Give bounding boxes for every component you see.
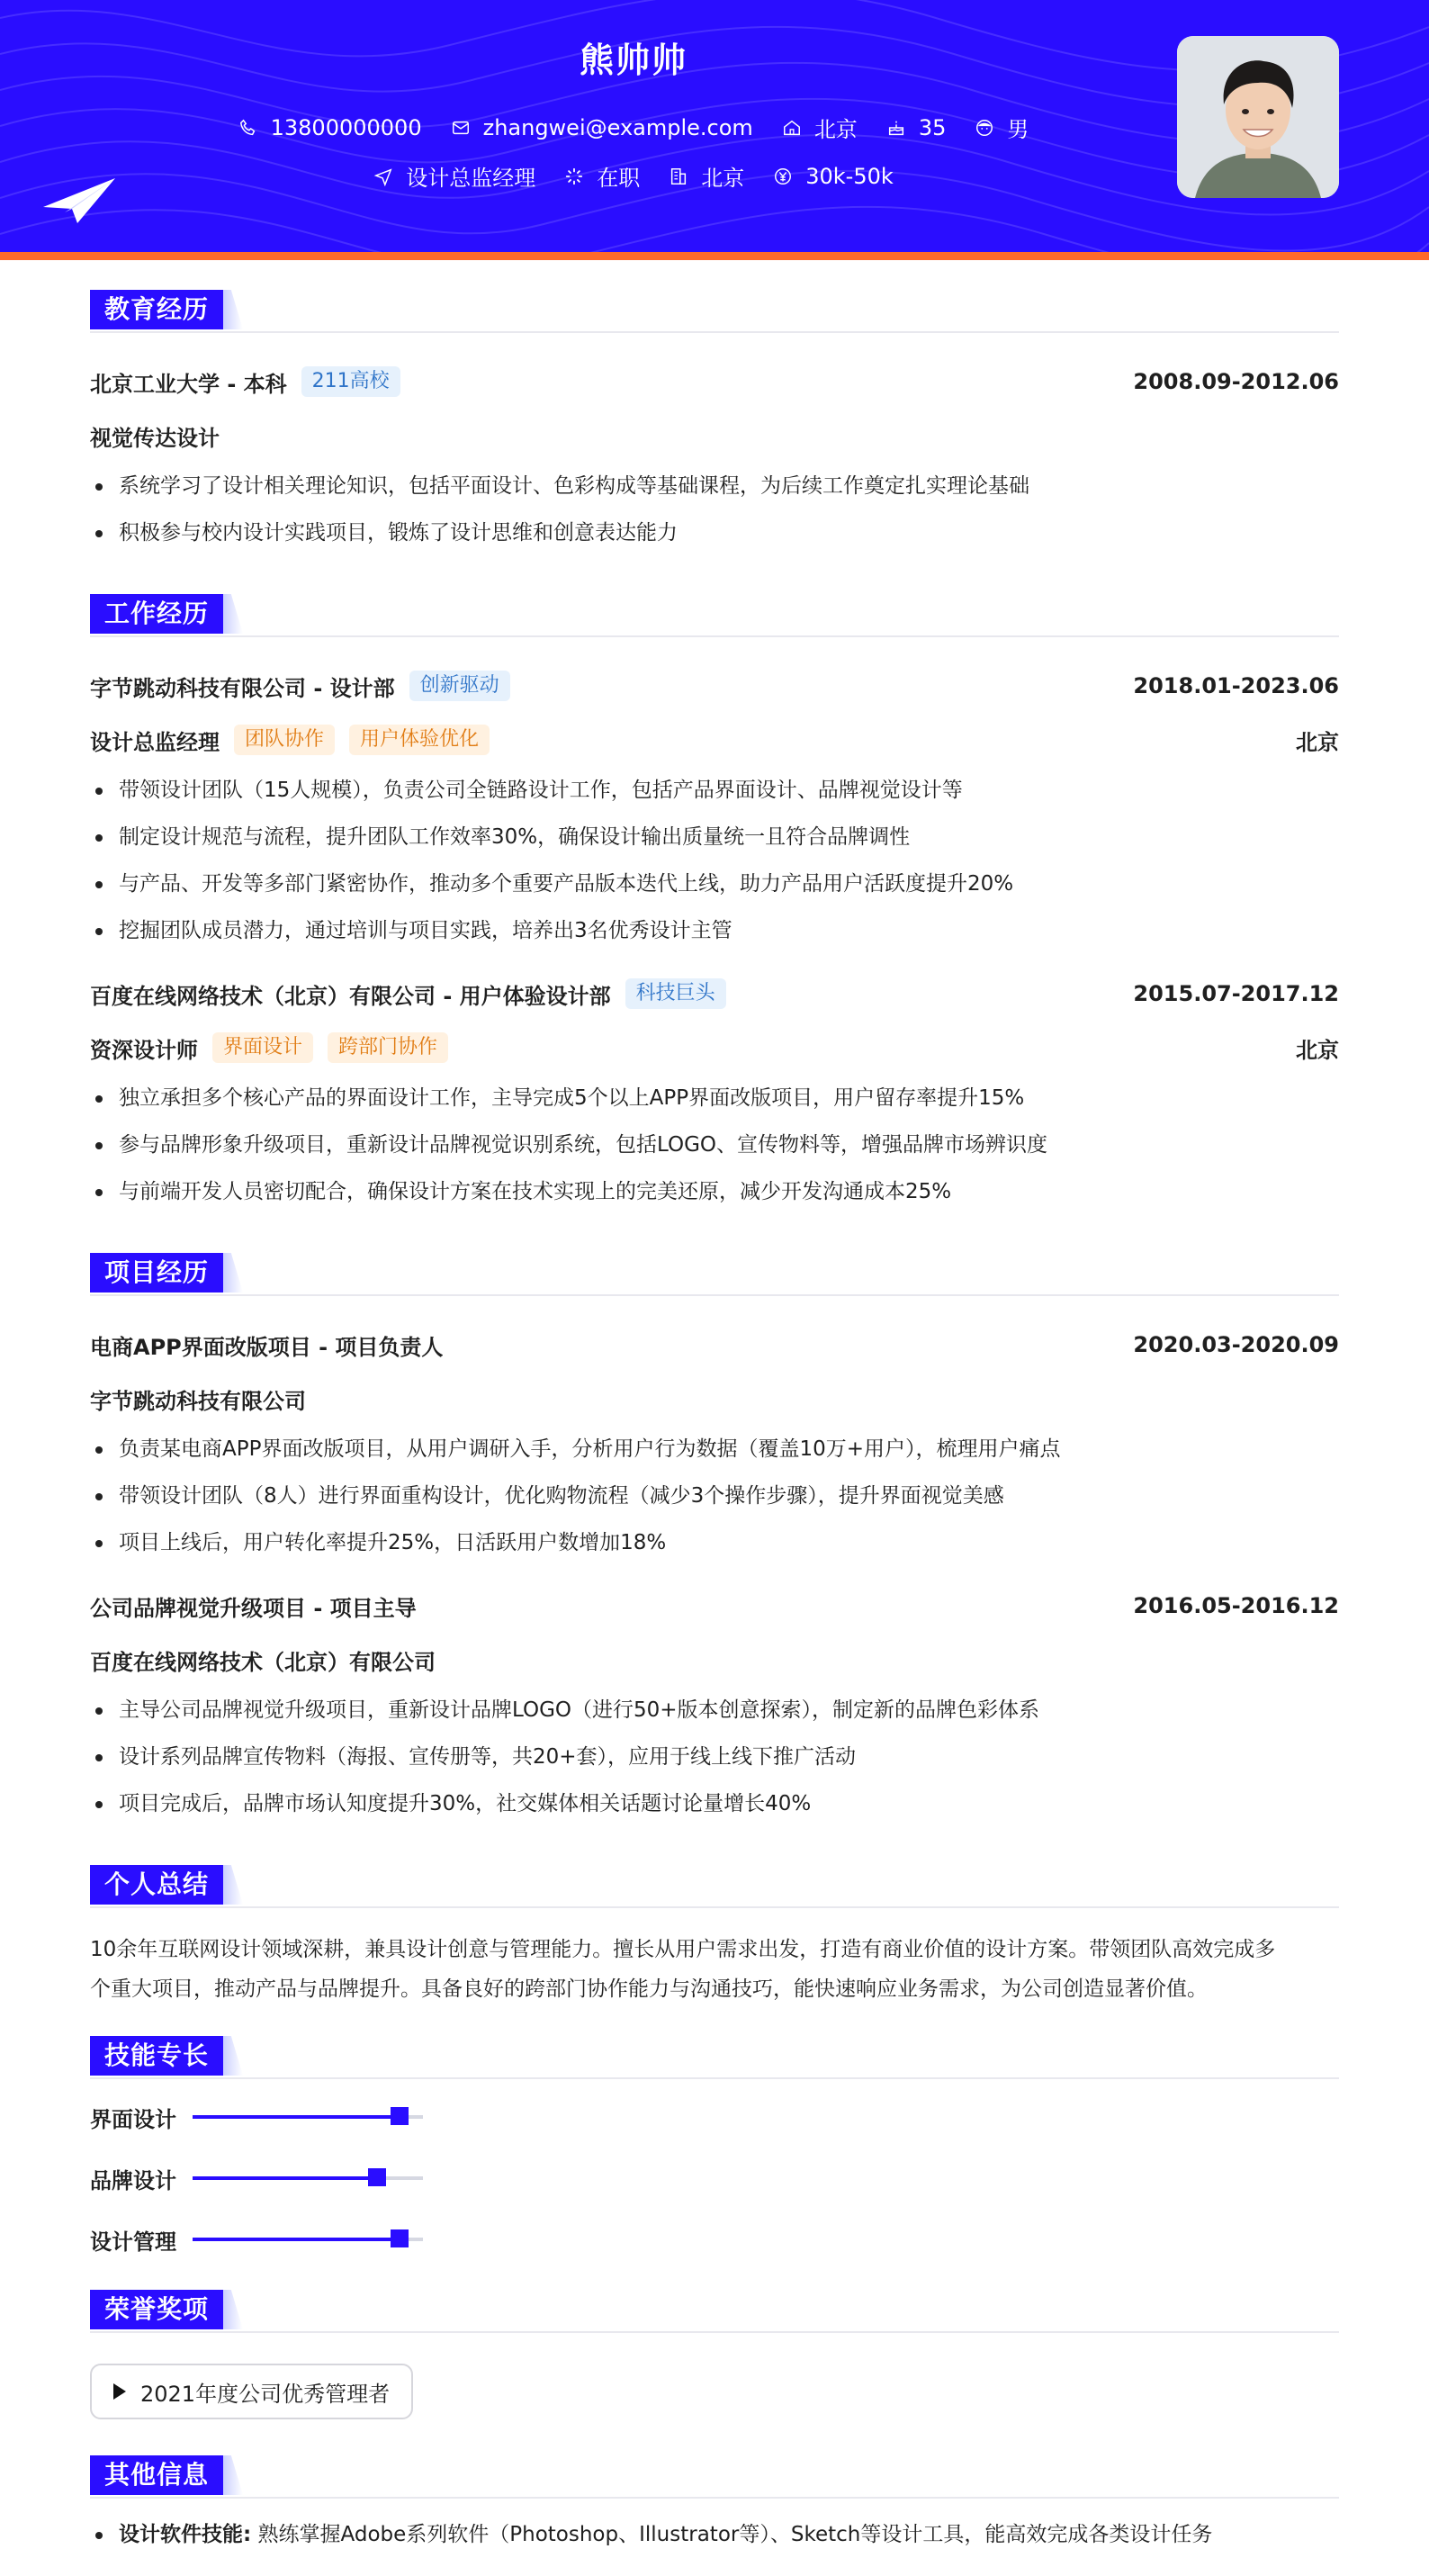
list-item: 系统学习了设计相关理论知识，包括平面设计、色彩构成等基础课程，为后续工作奠定扎实理论基础: [90, 463, 1339, 509]
list-item: 与前端开发人员密切配合，确保设计方案在技术实现上的完美还原，减少开发沟通成本25%: [90, 1168, 1339, 1215]
work-city-item: [669, 160, 744, 192]
section-header: [90, 290, 1339, 333]
other-bullets: [90, 2511, 1339, 2558]
skill-item: [90, 2086, 725, 2148]
home-icon: [782, 118, 802, 138]
play-triangle-icon: [113, 2383, 126, 2400]
role-tag: 界面设计: [212, 1032, 313, 1063]
section-header: [90, 1865, 1339, 1908]
award-item: [90, 2364, 413, 2419]
education-bullets: [90, 463, 1339, 556]
role-tag: 团队协作: [234, 725, 335, 755]
company-tag: 科技巨头: [625, 978, 726, 1009]
list-item: 设计系列品牌宣传物料（海报、宣传册等，共20+套），应用于线上线下推广活动: [90, 1734, 1339, 1780]
job-header-row: [90, 967, 1339, 1021]
job-role-row: [90, 1021, 1339, 1075]
project-company: 字节跳动科技有限公司: [90, 1388, 306, 1414]
cake-icon: [886, 118, 906, 138]
section-title: 项目经历: [90, 1253, 223, 1293]
salary-text: 30k-50k: [805, 163, 894, 189]
list-item: 项目完成后，品牌市场认知度提升30%，社交媒体相关话题讨论量增长40%: [90, 1780, 1339, 1827]
profile-photo: [1177, 36, 1339, 198]
list-item: 带领设计团队（8人）进行界面重构设计，优化购物流程（减少3个操作步骤），提升界面视觉美感: [90, 1473, 1339, 1519]
work-city-text: 北京: [701, 166, 745, 191]
resume-body: [90, 290, 1339, 2558]
status-item: [564, 160, 640, 192]
home-city-text: 北京: [813, 117, 858, 142]
role-tag: 用户体验优化: [349, 725, 490, 755]
loading-icon: [564, 167, 584, 186]
skill-level-bar: [193, 2238, 423, 2241]
status-text: 在职: [597, 166, 641, 191]
section-title: 荣誉奖项: [90, 2290, 223, 2329]
other-section: [90, 2455, 1339, 2558]
skill-level-bar: [193, 2115, 423, 2119]
header-accent-strip: [0, 252, 1429, 260]
candidate-name: 熊帅帅: [579, 41, 688, 80]
position-item: [373, 160, 535, 192]
age-item: [886, 115, 947, 140]
list-item: 制定设计规范与流程，提升团队工作效率30%，确保设计输出质量统一且符合品牌调性: [90, 814, 1339, 860]
age-text: 35: [918, 114, 947, 140]
major-row: [90, 409, 1339, 463]
job-city: 北京: [1296, 729, 1339, 755]
education-section: [90, 290, 1339, 556]
section-header: [90, 594, 1339, 637]
job-company: 百度在线网络技术（北京）有限公司 - 用户体验设计部: [90, 983, 611, 1009]
section-header: [90, 2036, 1339, 2079]
email-item: [451, 115, 753, 140]
education-row: [90, 355, 1339, 409]
job-role-row: [90, 713, 1339, 767]
send-icon: [373, 167, 393, 186]
paper-plane-icon: [41, 176, 117, 227]
job-bullets: [90, 767, 1339, 954]
email-text: zhangwei@example.com: [482, 114, 753, 140]
school-tag: 211高校: [301, 366, 400, 397]
mail-icon: [451, 118, 471, 138]
section-header: [90, 2290, 1339, 2333]
skill-level-marker: [368, 2168, 386, 2186]
job-bullets: [90, 1075, 1339, 1215]
gender-item: [975, 112, 1029, 143]
yen-coin-icon: [773, 167, 793, 186]
skill-name: 界面设计: [90, 2106, 176, 2132]
job-intent-row: [0, 160, 1267, 192]
phone-item: [238, 115, 422, 140]
list-item: 带领设计团队（15人规模），负责公司全链路设计工作，包括产品界面设计、品牌视觉设计等: [90, 767, 1339, 814]
skill-level-marker: [391, 2229, 409, 2247]
list-item: [90, 2511, 1339, 2558]
project-name: 公司品牌视觉升级项目 - 项目主导: [90, 1595, 417, 1621]
list-item: 项目上线后，用户转化率提升25%，日活跃用户数增加18%: [90, 1519, 1339, 1566]
job-dates: 2015.07-2017.12: [1133, 981, 1339, 1006]
skill-item: [90, 2209, 725, 2270]
skills-grid: [90, 2086, 1339, 2270]
face-icon: [975, 118, 994, 138]
major-name: 视觉传达设计: [90, 425, 220, 451]
section-title: 其他信息: [90, 2455, 223, 2495]
section-title: 工作经历: [90, 594, 223, 634]
list-item: 独立承担多个核心产品的界面设计工作，主导完成5个以上APP界面改版项目，用户留存率提升15%: [90, 1075, 1339, 1121]
job-city: 北京: [1296, 1037, 1339, 1063]
contact-row: [0, 112, 1267, 143]
project-bullets: [90, 1426, 1339, 1566]
list-item: 积极参与校内设计实践项目，锻炼了设计思维和创意表达能力: [90, 509, 1339, 556]
list-item: 参与品牌形象升级项目，重新设计品牌视觉识别系统，包括LOGO、宣传物料等，增强品牌市场辨识度: [90, 1121, 1339, 1168]
company-tag: 创新驱动: [409, 671, 510, 701]
phone-icon: [238, 118, 258, 138]
school-name: 北京工业大学 - 本科: [90, 371, 287, 397]
project-header-row: [90, 1579, 1339, 1633]
section-header: [90, 2455, 1339, 2499]
salary-item: [773, 164, 894, 189]
resume-header: [0, 0, 1429, 252]
job-company: 字节跳动科技有限公司 - 设计部: [90, 675, 395, 701]
building-icon: [669, 167, 688, 186]
project-company-row: [90, 1633, 1339, 1687]
skill-item: [90, 2148, 725, 2209]
other-label: 设计软件技能:: [119, 2523, 252, 2546]
job-role: 设计总监经理: [90, 729, 220, 755]
project-company-row: [90, 1372, 1339, 1426]
section-title: 教育经历: [90, 290, 223, 329]
project-name: 电商APP界面改版项目 - 项目负责人: [90, 1334, 444, 1360]
list-item: 与产品、开发等多部门紧密协作，推动多个重要产品版本迭代上线，助力产品用户活跃度提升20%: [90, 860, 1339, 907]
skill-level-bar: [193, 2176, 423, 2180]
project-company: 百度在线网络技术（北京）有限公司: [90, 1649, 436, 1675]
avatar-portrait-icon: [1177, 36, 1339, 198]
skill-name: 品牌设计: [90, 2167, 176, 2193]
position-text: 设计总监经理: [406, 166, 536, 191]
list-item: 主导公司品牌视觉升级项目，重新设计品牌LOGO（进行50+版本创意探索），制定新的品牌色彩体系: [90, 1687, 1339, 1734]
project-bullets: [90, 1687, 1339, 1827]
project-header-row: [90, 1318, 1339, 1372]
other-text: 熟练掌握Adobe系列软件（Photoshop、Illustrator等）、Sketch等设计工具，能高效完成各类设计任务: [251, 2523, 1213, 2546]
home-city-item: [782, 112, 858, 143]
project-dates: 2016.05-2016.12: [1133, 1593, 1339, 1618]
work-section: [90, 594, 1339, 1215]
honors-section: [90, 2290, 1339, 2419]
skill-level-fill: [193, 2176, 377, 2180]
section-title: 技能专长: [90, 2036, 223, 2076]
project-dates: 2020.03-2020.09: [1133, 1332, 1339, 1357]
phone-text: 13800000000: [270, 114, 422, 140]
list-item: 负责某电商APP界面改版项目，从用户调研入手，分析用户行为数据（覆盖10万+用户），梳理用户痛点: [90, 1426, 1339, 1473]
summary-section: [90, 1865, 1339, 2009]
section-title: 个人总结: [90, 1865, 223, 1905]
job-dates: 2018.01-2023.06: [1133, 673, 1339, 698]
skill-level-marker: [391, 2107, 409, 2125]
skills-section: [90, 2036, 1339, 2270]
skill-name: 设计管理: [90, 2229, 176, 2255]
gender-text: 男: [1007, 117, 1029, 142]
list-item: 挖掘团队成员潜力，通过培训与项目实践，培养出3名优秀设计主管: [90, 907, 1339, 954]
projects-section: [90, 1253, 1339, 1827]
section-header: [90, 1253, 1339, 1296]
summary-line: 个重大项目，推动产品与品牌提升。具备良好的跨部门协作能力与沟通技巧，能快速响应业务需求，为公司创造显著价值。: [90, 1977, 1208, 2001]
summary-line: 10余年互联网设计领域深耕，兼具设计创意与管理能力。擅长从用户需求出发，打造有商业价值的设计方案。带领团队高效完成多: [90, 1938, 1276, 1961]
skill-level-fill: [193, 2115, 400, 2119]
job-header-row: [90, 659, 1339, 713]
education-dates: 2008.09-2012.06: [1133, 369, 1339, 394]
award-name: 2021年度公司优秀管理者: [140, 2381, 391, 2407]
skill-level-fill: [193, 2238, 400, 2241]
role-tag: 跨部门协作: [328, 1032, 448, 1063]
job-role: 资深设计师: [90, 1037, 198, 1063]
